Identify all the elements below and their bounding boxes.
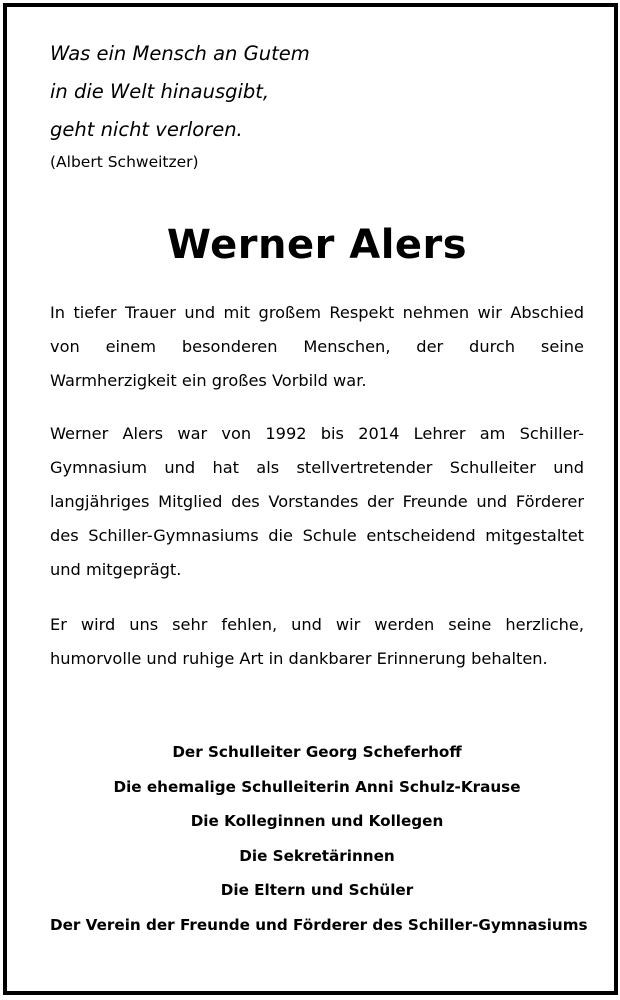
paragraph-biography: Werner Alers war von 1992 bis 2014 Lehrer am Schiller-Gymnasium und hat als stellvertretender Schulleiter und langjähriges Mitglied des Vorstandes der Freunde und Förderer des Schiller-Gymnasiums die Schule entscheidend mitgestaltet und mitgeprägt.	[50, 424, 584, 579]
obituary-frame	[3, 3, 618, 995]
quote-block	[50, 35, 584, 173]
quote-line: geht nicht verloren.	[50, 118, 243, 141]
quote-line: Was ein Mensch an Gutem	[50, 42, 310, 65]
signature-principal: Der Schulleiter Georg Scheferhoff	[172, 743, 462, 761]
paragraph-remembrance: Er wird uns sehr fehlen, und wir werden seine herzliche, humorvolle und ruhige Art in dankbarer Erinnerung behalten.	[50, 615, 584, 668]
deceased-name: Werner Alers	[166, 222, 468, 268]
signature-former-principal: Die ehemalige Schulleiterin Anni Schulz-Krause	[113, 777, 521, 796]
signature-colleagues: Die Kolleginnen und Kollegen	[190, 812, 444, 830]
quote-line: in die Welt hinausgibt,	[50, 80, 270, 103]
signature-secretaries: Die Sekretärinnen	[239, 846, 395, 865]
signature-association: Der Verein der Freunde und Förderer des Schiller-Gymnasiums	[50, 915, 588, 934]
signature-parents-students: Die Eltern und Schüler	[220, 881, 414, 899]
signatures-block	[50, 735, 588, 942]
paragraph-farewell: In tiefer Trauer und mit großem Respekt nehmen wir Abschied von einem besonderen Menschen, der durch seine Warmherzigkeit ein großes Vorbild war.	[50, 303, 584, 390]
quote-author: (Albert Schweitzer)	[50, 153, 199, 171]
obituary-content	[50, 35, 588, 942]
